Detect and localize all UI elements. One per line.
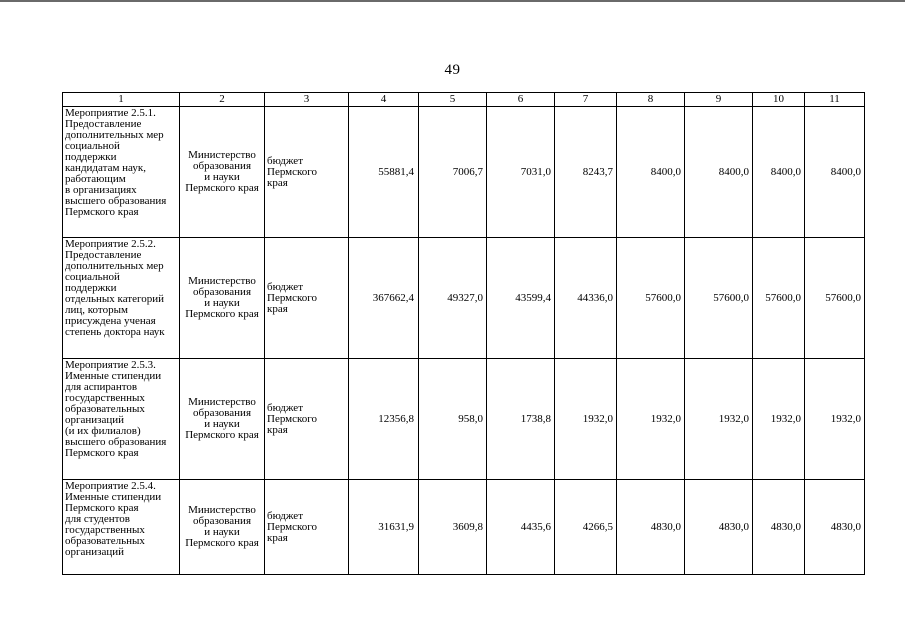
amount-cell: 57600,0 bbox=[617, 238, 685, 359]
executor-cell-line: образования bbox=[192, 515, 252, 527]
amount-cell: 367662,4 bbox=[349, 238, 419, 359]
funding-source-cell bbox=[265, 107, 349, 238]
column-header: 2 bbox=[180, 93, 265, 107]
amount-cell: 4435,6 bbox=[487, 480, 555, 575]
amount-cell: 1932,0 bbox=[753, 359, 805, 480]
page-number: 49 bbox=[444, 62, 461, 78]
amount-cell: 7031,0 bbox=[487, 107, 555, 238]
funding-source-cell-line: Пермского bbox=[267, 520, 318, 533]
executor-cell-line: Министерство bbox=[188, 396, 256, 408]
funding-source-cell-line: бюджет bbox=[267, 154, 303, 167]
scan-top-edge bbox=[0, 0, 905, 2]
amount-cell: 1932,0 bbox=[555, 359, 617, 480]
measure-name-cell-line: отдельных категорий bbox=[65, 293, 165, 305]
executor-cell bbox=[180, 238, 265, 359]
amount-cell: 8243,7 bbox=[555, 107, 617, 238]
measure-name-cell-line: Мероприятие 2.5.1. bbox=[65, 107, 156, 119]
executor-cell-line: и науки bbox=[204, 171, 240, 183]
measure-name-cell-line: Предоставление bbox=[65, 249, 142, 261]
executor-cell bbox=[180, 107, 265, 238]
amount-cell: 7006,7 bbox=[419, 107, 487, 238]
amount-cell: 4266,5 bbox=[555, 480, 617, 575]
table-row bbox=[63, 359, 865, 480]
executor-cell-line: Министерство bbox=[188, 149, 256, 161]
executor-cell-line: Министерство bbox=[188, 504, 256, 516]
column-header: 6 bbox=[487, 93, 555, 107]
measure-name-cell-line: государственных bbox=[65, 392, 145, 404]
measure-name-cell-line: дополнительных мер bbox=[65, 129, 164, 141]
executor-cell-line: Пермского края bbox=[185, 182, 259, 194]
funding-source-cell-line: края bbox=[267, 176, 288, 189]
column-header: 5 bbox=[419, 93, 487, 107]
measure-name-cell-line: степень доктора наук bbox=[65, 326, 165, 338]
funding-source-cell-line: бюджет bbox=[267, 280, 303, 293]
funding-source-cell-line: бюджет bbox=[267, 509, 303, 522]
measure-name-cell-line: работающим bbox=[65, 173, 126, 185]
funding-source-cell bbox=[265, 359, 349, 480]
amount-cell: 4830,0 bbox=[753, 480, 805, 575]
measure-name-cell-line: дополнительных мер bbox=[65, 260, 164, 272]
funding-source-cell-line: Пермского bbox=[267, 291, 318, 304]
executor-cell-line: образования bbox=[192, 407, 252, 419]
amount-cell: 1738,8 bbox=[487, 359, 555, 480]
column-header: 11 bbox=[805, 93, 865, 107]
measure-name-cell-line: образовательных bbox=[65, 403, 145, 415]
funding-source-cell-line: бюджет bbox=[267, 401, 303, 414]
amount-cell: 958,0 bbox=[419, 359, 487, 480]
table-row bbox=[63, 107, 865, 238]
executor-cell-line: и науки bbox=[204, 297, 240, 309]
amount-cell: 49327,0 bbox=[419, 238, 487, 359]
executor-cell bbox=[180, 480, 265, 575]
measure-name-cell-line: социальной bbox=[65, 271, 120, 283]
column-header: 7 bbox=[555, 93, 617, 107]
measure-name-cell bbox=[63, 359, 180, 480]
table-row bbox=[63, 238, 865, 359]
table-header-row bbox=[63, 93, 865, 107]
funding-source-cell bbox=[265, 238, 349, 359]
table-row bbox=[63, 480, 865, 575]
column-header: 3 bbox=[265, 93, 349, 107]
measure-name-cell bbox=[63, 480, 180, 575]
measure-name-cell-line: в организациях bbox=[65, 184, 137, 196]
amount-cell: 57600,0 bbox=[685, 238, 753, 359]
measure-name-cell-line: поддержки bbox=[65, 282, 117, 294]
amount-cell: 4830,0 bbox=[685, 480, 753, 575]
funding-source-cell-line: Пермского bbox=[267, 165, 318, 178]
measure-name-cell-line: (и их филиалов) bbox=[65, 425, 141, 437]
measure-name-cell-line: Предоставление bbox=[65, 118, 142, 130]
measure-name-cell-line: Пермского края bbox=[65, 206, 139, 218]
measure-name-cell-line: образовательных bbox=[65, 535, 145, 547]
measure-name-cell-line: государственных bbox=[65, 524, 145, 536]
measure-name-cell-line: высшего образования bbox=[65, 436, 167, 448]
amount-cell: 8400,0 bbox=[753, 107, 805, 238]
executor-cell-line: образования bbox=[192, 160, 252, 172]
program-measures-table bbox=[62, 92, 865, 575]
executor-cell bbox=[180, 359, 265, 480]
amount-cell: 3609,8 bbox=[419, 480, 487, 575]
column-header: 9 bbox=[685, 93, 753, 107]
amount-cell: 1932,0 bbox=[617, 359, 685, 480]
measure-name-cell-line: социальной bbox=[65, 140, 120, 152]
amount-cell: 57600,0 bbox=[805, 238, 865, 359]
amount-cell: 1932,0 bbox=[805, 359, 865, 480]
amount-cell: 57600,0 bbox=[753, 238, 805, 359]
amount-cell: 8400,0 bbox=[805, 107, 865, 238]
measure-name-cell-line: Пермского края bbox=[65, 502, 139, 514]
amount-cell: 44336,0 bbox=[555, 238, 617, 359]
measure-name-cell-line: присуждена ученая bbox=[65, 315, 156, 327]
executor-cell-line: Пермского края bbox=[185, 308, 259, 320]
measure-name-cell-line: высшего образования bbox=[65, 195, 167, 207]
measure-name-cell bbox=[63, 107, 180, 238]
measure-name-cell-line: Именные стипендии bbox=[65, 370, 162, 382]
measure-name-cell-line: организаций bbox=[65, 414, 125, 426]
funding-source-cell-line: края bbox=[267, 531, 288, 544]
amount-cell: 8400,0 bbox=[617, 107, 685, 238]
column-header: 1 bbox=[63, 93, 180, 107]
funding-source-cell-line: края bbox=[267, 302, 288, 315]
funding-source-cell-line: Пермского bbox=[267, 412, 318, 425]
funding-source-cell bbox=[265, 480, 349, 575]
measure-name-cell-line: Мероприятие 2.5.2. bbox=[65, 238, 156, 250]
executor-cell-line: Пермского края bbox=[185, 537, 259, 549]
amount-cell: 12356,8 bbox=[349, 359, 419, 480]
measure-name-cell-line: кандидатам наук, bbox=[65, 162, 146, 174]
executor-cell-line: и науки bbox=[204, 418, 240, 430]
executor-cell-line: Пермского края bbox=[185, 429, 259, 441]
executor-cell-line: образования bbox=[192, 286, 252, 298]
executor-cell-line: и науки bbox=[204, 526, 240, 538]
funding-source-cell-line: края bbox=[267, 423, 288, 436]
amount-cell: 4830,0 bbox=[617, 480, 685, 575]
measure-name-cell-line: для студентов bbox=[65, 513, 130, 525]
measure-name-cell-line: Именные стипендии bbox=[65, 491, 162, 503]
measure-name-cell-line: лиц, которым bbox=[65, 304, 128, 316]
amount-cell: 31631,9 bbox=[349, 480, 419, 575]
amount-cell: 1932,0 bbox=[685, 359, 753, 480]
measure-name-cell-line: Мероприятие 2.5.3. bbox=[65, 359, 156, 371]
measure-name-cell-line: для аспирантов bbox=[65, 381, 138, 393]
amount-cell: 8400,0 bbox=[685, 107, 753, 238]
amount-cell: 43599,4 bbox=[487, 238, 555, 359]
executor-cell-line: Министерство bbox=[188, 275, 256, 287]
measure-name-cell-line: Мероприятие 2.5.4. bbox=[65, 480, 156, 492]
measure-name-cell-line: поддержки bbox=[65, 151, 117, 163]
measure-name-cell bbox=[63, 238, 180, 359]
measure-name-cell-line: организаций bbox=[65, 546, 125, 558]
column-header: 10 bbox=[753, 93, 805, 107]
measure-name-cell-line: Пермского края bbox=[65, 447, 139, 459]
column-header: 8 bbox=[617, 93, 685, 107]
amount-cell: 4830,0 bbox=[805, 480, 865, 575]
column-header: 4 bbox=[349, 93, 419, 107]
amount-cell: 55881,4 bbox=[349, 107, 419, 238]
